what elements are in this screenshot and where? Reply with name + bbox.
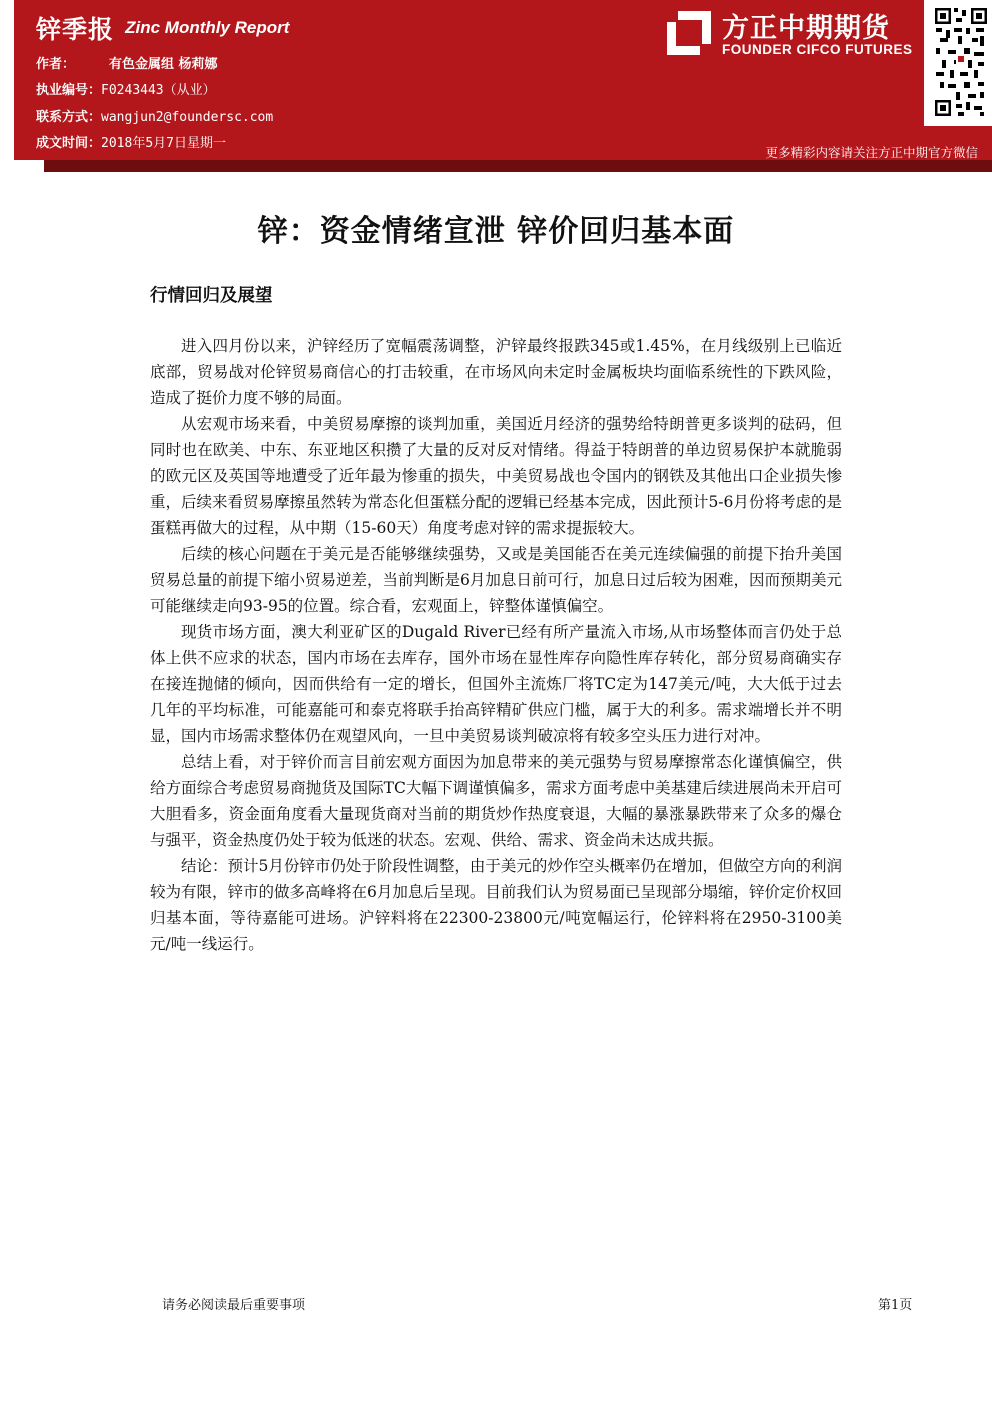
- meta-date: [36, 132, 226, 151]
- founder-logo-mark-icon: [664, 8, 714, 58]
- meta-license: [36, 79, 216, 98]
- company-logo: [664, 6, 919, 62]
- logo-name-en: FOUNDER CIFCO FUTURES: [722, 42, 913, 57]
- header-shadow-bar: [44, 160, 992, 172]
- wechat-follow-notice: 更多精彩内容请关注方正中期官方微信: [765, 145, 978, 160]
- paragraph-4: 现货市场方面，澳大利亚矿区的Dugald River已经有所产量流入市场,从市场整体而言仍处于总体上供不应求的状态，国内市场在去库存，国外市场在显性库存向隐性库存转化，部分贸易商确实存在接连抛储的倾向，因而供给有一定的增长，但国外主流炼厂将TC定为147美元/吨，大大低于过去几年的平均标准，可能嘉能可和泰克将联手抬高锌精矿供应门槛，属于大的利多。需求端增长并不明显，国内市场需求整体仍在观望风向，一旦中美贸易谈判破凉将有较多空头压力进行对冲。: [150, 623, 842, 745]
- logo-name-cn: 方正中期期货: [722, 13, 890, 44]
- report-title-en: Zinc Monthly Report: [125, 18, 290, 37]
- license-value: F0243443（从业）: [101, 83, 216, 98]
- paragraph-2: 从宏观市场来看，中美贸易摩擦的谈判加重，美国近月经济的强势给特朗普更多谈判的砝码，但同时也在欧美、中东、东亚地区积攒了大量的反对反对情绪。得益于特朗普的单边贸易保护本就脆弱的欧元区及英国等地遭受了近年最为惨重的损失，中美贸易战也令国内的钢铁及其他出口企业损失惨重，后续来看贸易摩擦虽然转为常态化但蛋糕分配的逻辑已经基本完成，因此预计5-6月份将考虑的是蛋糕再做大的过程，从中期（15-60天）角度考虑对锌的需求提振较大。: [150, 415, 842, 537]
- contact-email[interactable]: wangjun2@foundersc.com: [101, 110, 274, 125]
- paragraph-3: 后续的核心问题在于美元是否能够继续强势，又或是美国能否在美元连续偏强的前提下抬升美国贸易总量的前提下缩小贸易逆差，当前判断是6月加息日前可行，加息日过后较为困难，因而预期美元可能继续走向93-95的位置。综合看，宏观面上，锌整体谨慎偏空。: [150, 545, 842, 615]
- document-title: 锌：资金情绪宣泄 锌价回归基本面: [257, 214, 735, 249]
- author-label: 作者：: [36, 57, 76, 72]
- meta-author: [36, 53, 218, 72]
- page-number: 第1页: [878, 1298, 913, 1313]
- report-title-cn: 锌季报: [36, 15, 115, 44]
- paragraph-6: 结论：预计5月份锌市仍处于阶段性调整，由于美元的炒作空头概率仍在增加，但做空方向的利润较为有限，锌市的做多高峰将在6月加息后呈现。目前我们认为贸易面已呈现部分塌缩，锌价定价权回归基本面，等待嘉能可进场。沪锌料将在22300-23800元/吨宽幅运行，伦锌料将在2950-3100美元/吨一线运行。: [150, 857, 842, 953]
- date-label: 成文时间：: [36, 136, 102, 151]
- section-title: 行情回归及展望: [150, 286, 273, 306]
- license-label: 执业编号：: [36, 83, 102, 98]
- date-value: 2018年5月7日星期一: [101, 136, 226, 151]
- paragraph-5: 总结上看，对于锌价而言目前宏观方面因为加息带来的美元强势与贸易摩擦常态化谨慎偏空，供给方面综合考虑贸易商抛货及国际TC大幅下调谨慎偏多，需求方面考虑中美基建后续进展尚未开启可大胆看多，资金面角度看大量现货商对当前的期货炒作热度衰退，大幅的暴涨暴跌带来了众多的爆仓与强平，资金热度仍处于较为低迷的状态。宏观、供给、需求、资金尚未达成共振。: [150, 753, 842, 849]
- author-value: 有色金属组 杨莉娜: [109, 57, 218, 72]
- footer-notice: 请务必阅读最后重要事项: [162, 1298, 306, 1313]
- report-title: [36, 10, 289, 44]
- contact-label: 联系方式：: [36, 110, 102, 125]
- paragraph-1: 进入四月份以来，沪锌经历了宽幅震荡调整，沪锌最终报跌345或1.45%，在月线级别上已临近底部，贸易战对伦锌贸易商信心的打击较重，在市场风向未定时金属板块均面临系统性的下跌风险，造成了挺价力度不够的局面。: [150, 337, 842, 407]
- qr-code-icon[interactable]: [934, 6, 988, 118]
- body-text: [150, 333, 842, 957]
- meta-contact: [36, 106, 273, 125]
